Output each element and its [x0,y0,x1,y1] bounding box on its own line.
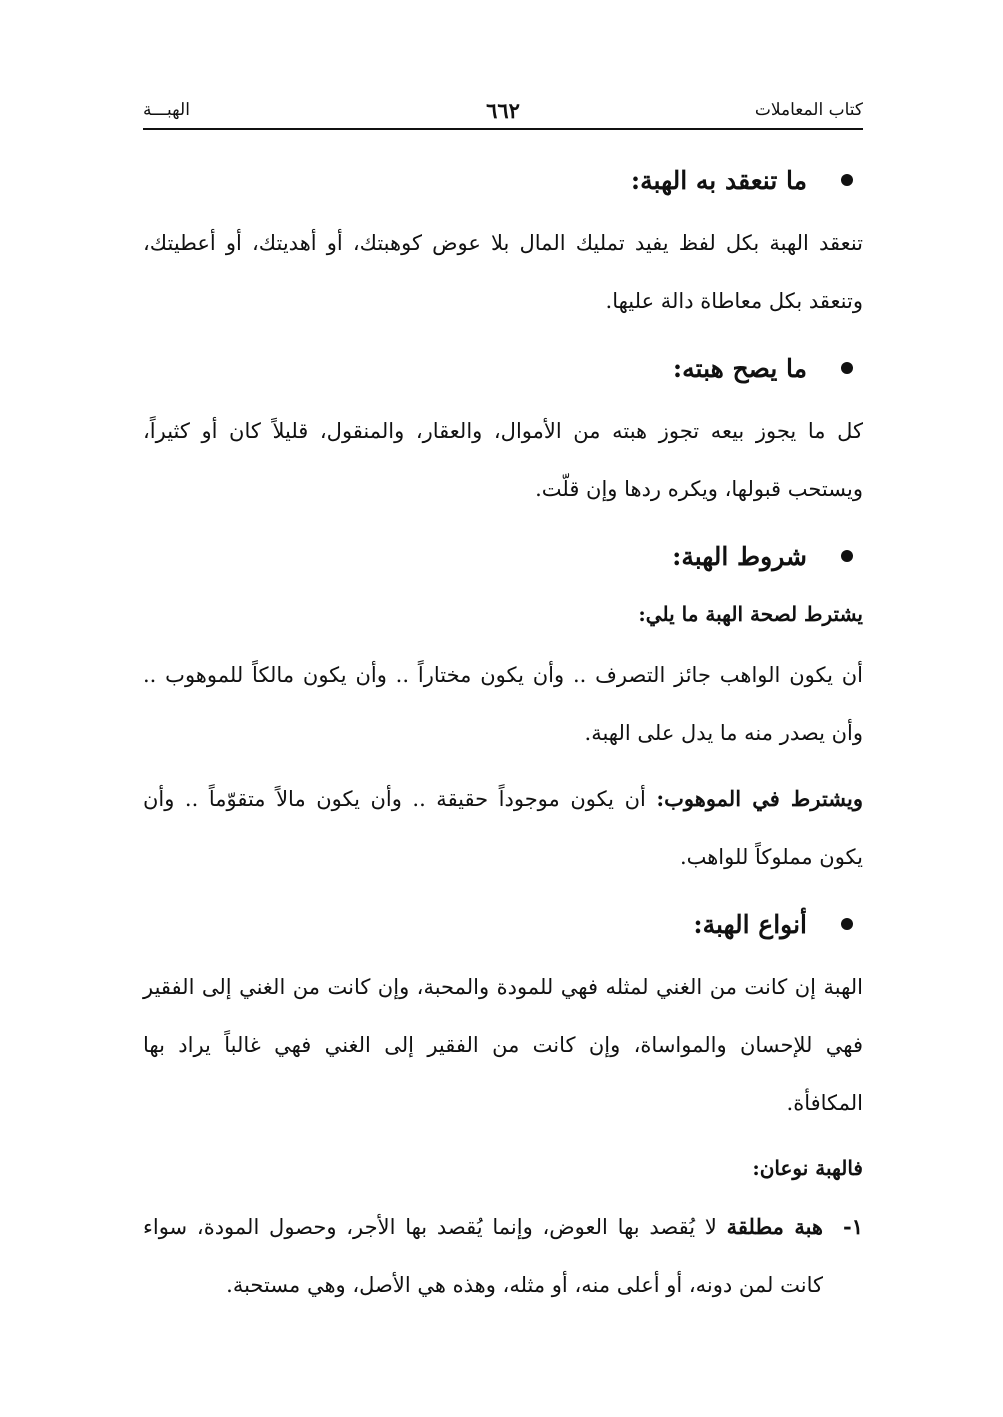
paragraph: أن يكون الواهب جائز التصرف .. وأن يكون مختاراً .. وأن يكون مالكاً للموهوب .. وأن يصدر منه ما يدل على الهبة. [143,663,863,745]
item-number: ١- [843,1214,863,1239]
bullet-icon [841,174,853,186]
section-heading [143,526,863,586]
page-header [143,98,863,126]
paragraph-text: أن يكون موجوداً حقيقة .. وأن يكون مالاً متقوّماً .. وأن يكون مملوكاً للواهب. [143,787,863,869]
paragraph: كل ما يجوز بيعه تجوز هبته من الأموال، والعقار، والمنقول، قليلاً كان أو كثيراً، ويستحب قبولها، ويكره ردها وإن قلّت. [143,419,863,501]
heading-text: أنواع الهبة: [693,909,807,939]
heading-text: شروط الهبة: [672,541,807,571]
section-heading [143,338,863,398]
chapter-title: الهبـــة [143,100,190,120]
paragraph: الهبة إن كانت من الغني لمثله فهي للمودة والمحبة، وإن كانت من الغني إلى الفقير فهي للإحسان والمواساة، وإن كانت من الفقير إلى الغني فهي غالباً يراد بها المكافأة. [143,975,863,1115]
numbered-item [143,1198,863,1314]
bold-lead: ويشترط في الموهوب: [656,786,863,811]
header-rule [143,128,863,130]
heading-text: ما يصح هبته: [672,353,807,383]
paragraph [143,770,863,886]
item-text: لا يُقصد بها العوض، وإنما يُقصد بها الأجر، وحصول المودة، سواء كانت لمن دونه، أو أعلى منه، أو مثله، وهذه هي الأصل، وهي مستحبة. [143,1215,823,1297]
subheading: فالهبة نوعان: [752,1156,863,1180]
book-title: كتاب المعاملات [754,100,863,120]
item-body [143,1198,823,1314]
bullet-icon [841,918,853,930]
page-number: ٦٦٢ [486,98,520,123]
section-heading [143,894,863,954]
item-lead: هبة مطلقة [726,1214,823,1239]
bullet-icon [841,362,853,374]
heading-text: ما تنعقد به الهبة: [630,165,807,195]
bullet-icon [841,550,853,562]
page-content [143,150,863,1314]
subheading: يشترط لصحة الهبة ما يلي: [638,602,863,626]
paragraph: تنعقد الهبة بكل لفظ يفيد تمليك المال بلا عوض كوهبتك، أو أهديتك، أو أعطيتك، وتنعقد بكل معاطاة دالة عليها. [143,231,863,313]
section-heading [143,150,863,210]
